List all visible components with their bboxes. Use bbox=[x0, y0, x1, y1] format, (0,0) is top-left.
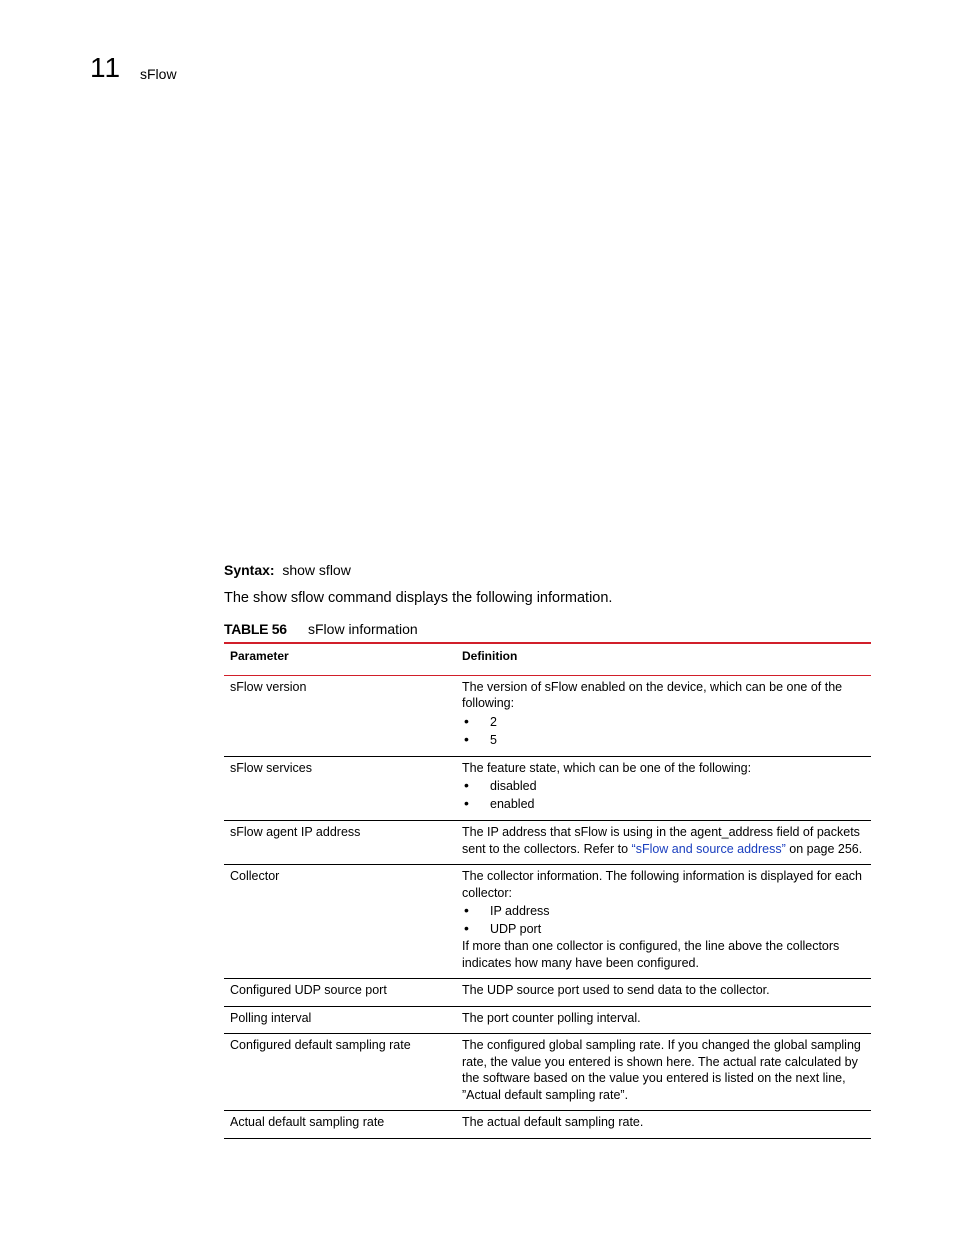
row-parameter: Configured UDP source port bbox=[230, 983, 387, 997]
table-row bbox=[224, 979, 871, 1007]
definition-text-tail: on page 256. bbox=[785, 841, 863, 856]
bullet-item: • disabled bbox=[462, 777, 865, 795]
header-definition: Definition bbox=[462, 649, 518, 663]
row-parameter: sFlow agent IP address bbox=[230, 825, 361, 839]
row-definition: The UDP source port used to send data to the collector. bbox=[462, 983, 770, 997]
header-parameter: Parameter bbox=[230, 649, 289, 663]
table-header-row bbox=[224, 643, 871, 675]
row-parameter: sFlow services bbox=[230, 760, 312, 775]
cross-reference-link[interactable]: “sFlow and source address” bbox=[631, 841, 786, 856]
table-title: sFlow information bbox=[308, 621, 418, 637]
bullet-item: • enabled bbox=[462, 795, 865, 813]
table-caption bbox=[224, 621, 418, 637]
row-definition bbox=[456, 821, 871, 865]
table-row bbox=[224, 1111, 871, 1139]
row-parameter: sFlow version bbox=[230, 679, 307, 694]
row-parameter: Actual default sampling rate bbox=[230, 1115, 385, 1129]
syntax-command: show sflow bbox=[282, 562, 351, 578]
table-row bbox=[224, 821, 871, 865]
table-row bbox=[224, 1006, 871, 1034]
table-label: TABLE 56 bbox=[224, 621, 287, 637]
definition-text: The feature state, which can be one of the following: bbox=[462, 760, 752, 775]
row-definition bbox=[456, 865, 871, 979]
bullet-list bbox=[462, 902, 865, 938]
bullet-item: • 5 bbox=[462, 731, 865, 749]
row-definition: The port counter polling interval. bbox=[462, 1010, 641, 1025]
chapter-number: 11 bbox=[90, 52, 122, 83]
definition-text: The collector information. The following information is displayed for each collector: bbox=[462, 869, 862, 900]
sflow-information-table bbox=[224, 642, 871, 1139]
row-definition bbox=[456, 675, 871, 756]
bullet-list bbox=[462, 777, 865, 813]
table-row bbox=[224, 675, 871, 756]
bullet-list bbox=[462, 713, 865, 749]
definition-text: The version of sFlow enabled on the device, which can be one of the following: bbox=[462, 679, 843, 710]
row-definition: The configured global sampling rate. If you changed the global sampling rate, the value you entered is shown here. The actual rate calculated by the software based on the value you entered is listed on the next line, ”Actual default sampling rate”. bbox=[462, 1038, 861, 1102]
syntax-line bbox=[224, 562, 351, 578]
definition-text: The IP address that sFlow is using in the agent_address field of packets sent to the collectors. Refer to bbox=[462, 825, 860, 856]
intro-paragraph: The show sflow command displays the following information. bbox=[224, 590, 613, 606]
bullet-item: • 2 bbox=[462, 713, 865, 731]
table-row bbox=[224, 756, 871, 821]
row-parameter: Polling interval bbox=[230, 1010, 312, 1025]
row-parameter: Configured default sampling rate bbox=[230, 1038, 411, 1052]
bullet-item: • IP address bbox=[462, 902, 865, 920]
definition-text-after: If more than one collector is configured, the line above the collectors indicates how many have been configured. bbox=[462, 939, 840, 970]
row-definition bbox=[456, 756, 871, 821]
table-row bbox=[224, 865, 871, 979]
syntax-label: Syntax: bbox=[224, 562, 275, 578]
table-row bbox=[224, 1034, 871, 1111]
chapter-title: sFlow bbox=[140, 66, 177, 82]
bullet-item: • UDP port bbox=[462, 920, 865, 938]
row-definition: The actual default sampling rate. bbox=[462, 1115, 644, 1129]
row-parameter: Collector bbox=[230, 869, 280, 883]
